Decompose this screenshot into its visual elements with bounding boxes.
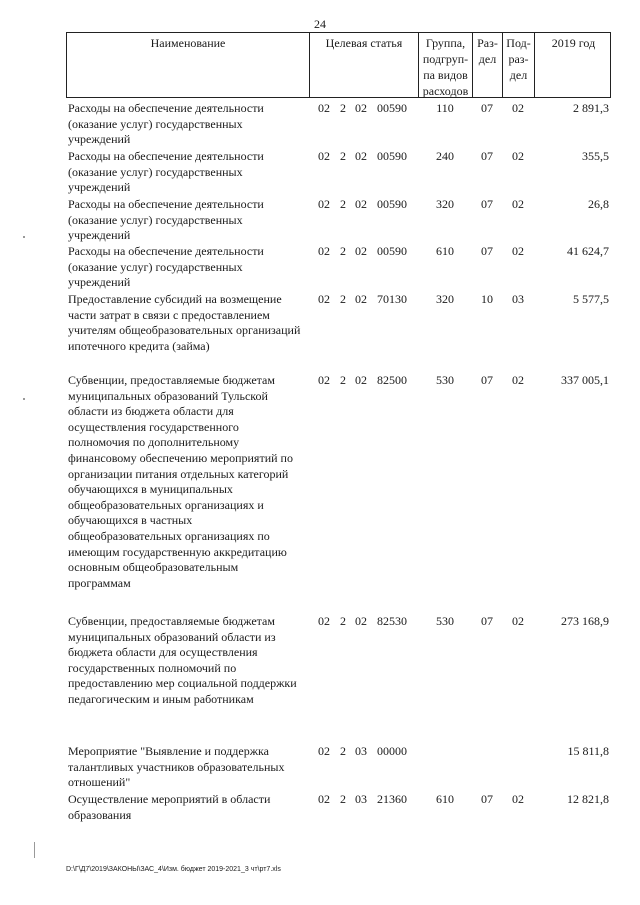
target-code-4: 21360: [377, 792, 407, 806]
amount-2019: 15 811,8: [567, 744, 609, 758]
group-code: 530: [436, 373, 454, 387]
target-code-3: 03: [355, 792, 367, 806]
header-name: Наименование: [67, 33, 310, 97]
section-code: 07: [481, 614, 493, 628]
target-code-4: 00590: [377, 244, 407, 258]
page-number: 24: [314, 17, 326, 31]
subsection-code: 02: [512, 614, 524, 628]
subsection-code: 02: [512, 244, 524, 258]
target-code-4: 00590: [377, 101, 407, 115]
header-year: 2019 год: [551, 36, 596, 50]
section-code: 07: [481, 373, 493, 387]
target-code-1: 02: [318, 149, 330, 163]
target-code-2: 2: [340, 244, 346, 258]
table-header: [66, 32, 611, 98]
target-code-2: 2: [340, 149, 346, 163]
target-code-4: 82530: [377, 614, 407, 628]
row-name: Субвенции, предоставляемые бюджетам муниципальных образований области из бюджета области для осуществления государственных полномочий по предоставлению мер социальной поддержки педагогическим и иным работникам: [68, 614, 297, 706]
target-code-2: 2: [340, 792, 346, 806]
target-code-2: 2: [340, 197, 346, 211]
target-code-1: 02: [318, 373, 330, 387]
target-code-3: 02: [355, 292, 367, 306]
amount-2019: 2 891,3: [573, 101, 609, 115]
file-path-footer: D:\Г\Д7\2019\ЗАКОНЫ\ЗАС_4\Изм. бюджет 2019-2021_3 чт\рт7.xls: [66, 866, 281, 873]
target-code-2: 2: [340, 292, 346, 306]
group-code: 320: [436, 292, 454, 306]
row-name: Расходы на обеспечение деятельности (оказание услуг) государственных учреждений: [68, 149, 264, 195]
target-code-1: 02: [318, 792, 330, 806]
row-name: Мероприятие "Выявление и поддержка талантливых участников образовательных отношений": [68, 744, 285, 790]
section-code: 07: [481, 792, 493, 806]
scan-mark: [34, 842, 35, 858]
target-code-3: 02: [355, 149, 367, 163]
amount-2019: 12 821,8: [567, 792, 609, 806]
amount-2019: 26,8: [588, 197, 609, 211]
target-code-3: 02: [355, 197, 367, 211]
target-code-4: 00590: [377, 197, 407, 211]
row-name: Расходы на обеспечение деятельности (оказание услуг) государственных учреждений: [68, 244, 264, 290]
target-code-4: 70130: [377, 292, 407, 306]
group-code: 610: [436, 244, 454, 258]
target-code-1: 02: [318, 197, 330, 211]
target-code-3: 02: [355, 373, 367, 387]
subsection-code: 02: [512, 149, 524, 163]
header-group: Группа, подгруп- па видов расходов: [419, 33, 473, 97]
target-code-1: 02: [318, 292, 330, 306]
scan-speck: [23, 398, 25, 400]
target-code-4: 82500: [377, 373, 407, 387]
group-code: 320: [436, 197, 454, 211]
amount-2019: 355,5: [582, 149, 609, 163]
section-code: 07: [481, 149, 493, 163]
row-name: Расходы на обеспечение деятельности (оказание услуг) государственных учреждений: [68, 101, 264, 147]
section-code: 10: [481, 292, 493, 306]
subsection-code: 02: [512, 101, 524, 115]
target-code-3: 02: [355, 614, 367, 628]
row-name: Расходы на обеспечение деятельности (оказание услуг) государственных учреждений: [68, 197, 264, 243]
header-subsection: Под- раз- дел: [503, 33, 535, 97]
section-code: 07: [481, 197, 493, 211]
scan-speck: [23, 236, 25, 238]
amount-2019: 5 577,5: [573, 292, 609, 306]
row-name: Предоставление субсидий на возмещение части затрат в связи с предоставлением учителям общеобразовательных организаций ипотечного кредита (займа): [68, 292, 301, 353]
amount-2019: 273 168,9: [561, 614, 609, 628]
group-code: 610: [436, 792, 454, 806]
target-code-1: 02: [318, 744, 330, 758]
section-code: 07: [481, 244, 493, 258]
target-code-2: 2: [340, 373, 346, 387]
group-code: 240: [436, 149, 454, 163]
target-code-3: 02: [355, 244, 367, 258]
target-code-1: 02: [318, 101, 330, 115]
target-code-1: 02: [318, 614, 330, 628]
group-code: 530: [436, 614, 454, 628]
target-code-4: 00000: [377, 744, 407, 758]
row-name: Субвенции, предоставляемые бюджетам муниципальных образований Тульской области из бюджета области для осуществления государственного полномочия по дополнительному финансовому обеспечению мероприятий по организации питания отдельных категорий обучающихся в муниципальных общеобразовательных организациях и обучающихся в частных общеобразовательных организациях по имеющим государственную аккредитацию основным общеобразовательным программам: [68, 373, 293, 590]
target-code-4: 00590: [377, 149, 407, 163]
target-code-3: 02: [355, 101, 367, 115]
header-section: Раз- дел: [473, 33, 503, 97]
subsection-code: 03: [512, 292, 524, 306]
header-target: Целевая статья: [310, 33, 419, 97]
subsection-code: 02: [512, 792, 524, 806]
target-code-2: 2: [340, 101, 346, 115]
amount-2019: 41 624,7: [567, 244, 609, 258]
target-code-2: 2: [340, 744, 346, 758]
target-code-3: 03: [355, 744, 367, 758]
amount-2019: 337 005,1: [561, 373, 609, 387]
section-code: 07: [481, 101, 493, 115]
group-code: 110: [436, 101, 454, 115]
target-code-2: 2: [340, 614, 346, 628]
subsection-code: 02: [512, 197, 524, 211]
subsection-code: 02: [512, 373, 524, 387]
target-code-1: 02: [318, 244, 330, 258]
row-name: Осуществление мероприятий в области образования: [68, 792, 271, 822]
